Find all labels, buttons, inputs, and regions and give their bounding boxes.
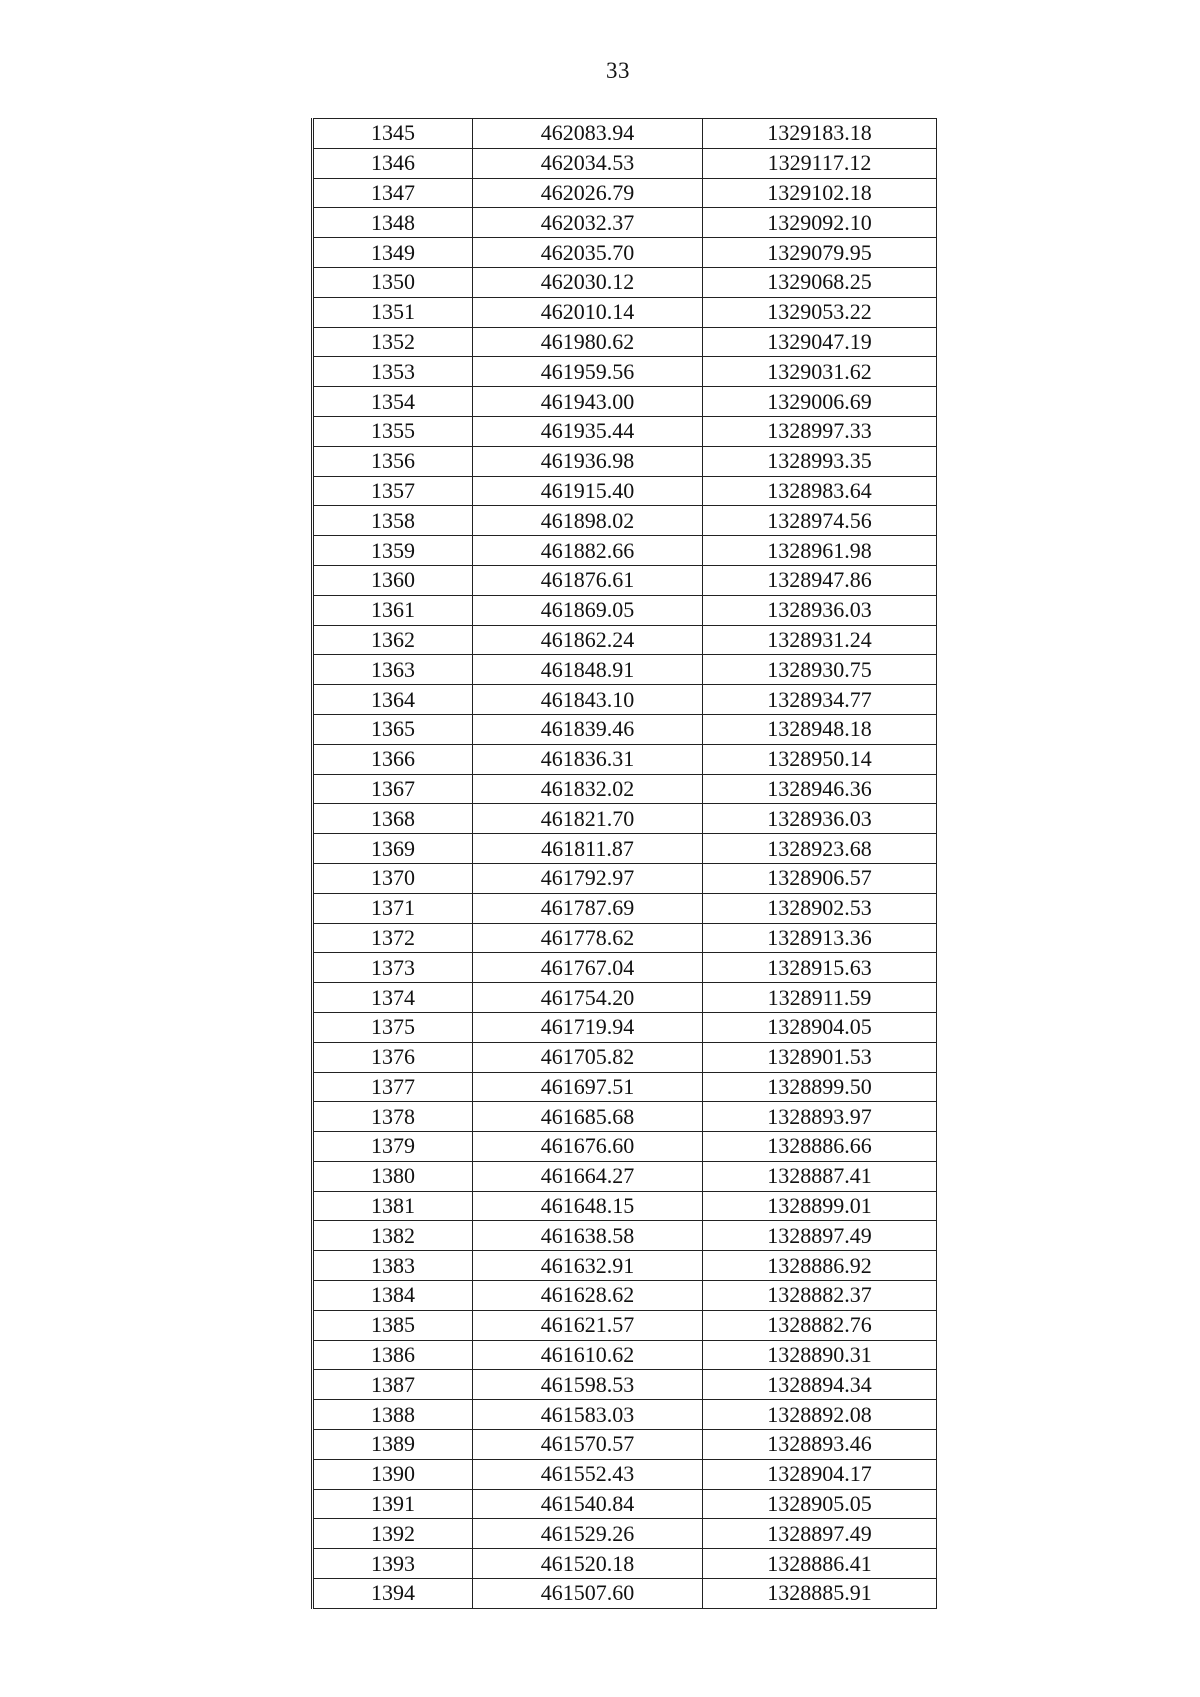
point-number-cell: 1351 <box>313 297 473 327</box>
y-coordinate-cell: 1328901.53 <box>703 1042 937 1072</box>
y-coordinate-cell: 1328904.05 <box>703 1012 937 1042</box>
point-number-cell: 1375 <box>313 1012 473 1042</box>
x-coordinate-cell: 461598.53 <box>473 1370 703 1400</box>
x-coordinate-cell: 461529.26 <box>473 1519 703 1549</box>
point-number-cell: 1361 <box>313 595 473 625</box>
x-coordinate-cell: 461719.94 <box>473 1012 703 1042</box>
y-coordinate-cell: 1328904.17 <box>703 1459 937 1489</box>
y-coordinate-cell: 1328897.49 <box>703 1221 937 1251</box>
x-coordinate-cell: 462035.70 <box>473 238 703 268</box>
point-number-cell: 1355 <box>313 416 473 446</box>
point-number-cell: 1345 <box>313 119 473 149</box>
table-row <box>313 1430 937 1460</box>
table-row <box>313 327 937 357</box>
table-row <box>313 1549 937 1579</box>
x-coordinate-cell: 462010.14 <box>473 297 703 327</box>
table-row <box>313 1012 937 1042</box>
point-number-cell: 1394 <box>313 1579 473 1609</box>
y-coordinate-cell: 1328885.91 <box>703 1579 937 1609</box>
table-row <box>313 536 937 566</box>
table-row <box>313 595 937 625</box>
table-row <box>313 1340 937 1370</box>
x-coordinate-cell: 461787.69 <box>473 893 703 923</box>
y-coordinate-cell: 1328923.68 <box>703 834 937 864</box>
point-number-cell: 1366 <box>313 744 473 774</box>
x-coordinate-cell: 461767.04 <box>473 953 703 983</box>
point-number-cell: 1376 <box>313 1042 473 1072</box>
point-number-cell: 1393 <box>313 1549 473 1579</box>
y-coordinate-cell: 1328905.05 <box>703 1489 937 1519</box>
point-number-cell: 1385 <box>313 1310 473 1340</box>
x-coordinate-cell: 461705.82 <box>473 1042 703 1072</box>
point-number-cell: 1357 <box>313 476 473 506</box>
table-row <box>313 416 937 446</box>
table-row <box>313 119 937 149</box>
y-coordinate-cell: 1329183.18 <box>703 119 937 149</box>
x-coordinate-cell: 462030.12 <box>473 267 703 297</box>
table-row <box>313 1132 937 1162</box>
y-coordinate-cell: 1328899.01 <box>703 1191 937 1221</box>
point-number-cell: 1372 <box>313 923 473 953</box>
point-number-cell: 1384 <box>313 1281 473 1311</box>
x-coordinate-cell: 461915.40 <box>473 476 703 506</box>
point-number-cell: 1391 <box>313 1489 473 1519</box>
coordinates-table-body <box>313 119 937 1609</box>
point-number-cell: 1353 <box>313 357 473 387</box>
table-row <box>313 714 937 744</box>
table-row <box>313 923 937 953</box>
point-number-cell: 1359 <box>313 536 473 566</box>
table-row <box>313 834 937 864</box>
y-coordinate-cell: 1328936.03 <box>703 595 937 625</box>
y-coordinate-cell: 1328906.57 <box>703 863 937 893</box>
point-number-cell: 1380 <box>313 1161 473 1191</box>
point-number-cell: 1370 <box>313 863 473 893</box>
point-number-cell: 1350 <box>313 267 473 297</box>
x-coordinate-cell: 461848.91 <box>473 655 703 685</box>
point-number-cell: 1383 <box>313 1251 473 1281</box>
point-number-cell: 1347 <box>313 178 473 208</box>
y-coordinate-cell: 1328886.41 <box>703 1549 937 1579</box>
x-coordinate-cell: 462083.94 <box>473 119 703 149</box>
table-row <box>313 1281 937 1311</box>
point-number-cell: 1386 <box>313 1340 473 1370</box>
y-coordinate-cell: 1329102.18 <box>703 178 937 208</box>
table-row <box>313 476 937 506</box>
y-coordinate-cell: 1328950.14 <box>703 744 937 774</box>
y-coordinate-cell: 1328936.03 <box>703 804 937 834</box>
point-number-cell: 1387 <box>313 1370 473 1400</box>
table-row <box>313 1102 937 1132</box>
x-coordinate-cell: 461839.46 <box>473 714 703 744</box>
point-number-cell: 1378 <box>313 1102 473 1132</box>
y-coordinate-cell: 1329092.10 <box>703 208 937 238</box>
y-coordinate-cell: 1328915.63 <box>703 953 937 983</box>
x-coordinate-cell: 462032.37 <box>473 208 703 238</box>
table-row <box>313 983 937 1013</box>
y-coordinate-cell: 1328993.35 <box>703 446 937 476</box>
x-coordinate-cell: 461583.03 <box>473 1400 703 1430</box>
table-row <box>313 1221 937 1251</box>
y-coordinate-cell: 1328892.08 <box>703 1400 937 1430</box>
table-row <box>313 863 937 893</box>
table-row <box>313 267 937 297</box>
point-number-cell: 1346 <box>313 148 473 178</box>
y-coordinate-cell: 1328946.36 <box>703 774 937 804</box>
point-number-cell: 1369 <box>313 834 473 864</box>
table-row <box>313 1191 937 1221</box>
y-coordinate-cell: 1328911.59 <box>703 983 937 1013</box>
y-coordinate-cell: 1329117.12 <box>703 148 937 178</box>
table-row <box>313 238 937 268</box>
x-coordinate-cell: 461540.84 <box>473 1489 703 1519</box>
x-coordinate-cell: 461697.51 <box>473 1072 703 1102</box>
x-coordinate-cell: 461621.57 <box>473 1310 703 1340</box>
table-row <box>313 953 937 983</box>
x-coordinate-cell: 462034.53 <box>473 148 703 178</box>
point-number-cell: 1363 <box>313 655 473 685</box>
x-coordinate-cell: 461935.44 <box>473 416 703 446</box>
y-coordinate-cell: 1328948.18 <box>703 714 937 744</box>
x-coordinate-cell: 461821.70 <box>473 804 703 834</box>
y-coordinate-cell: 1328890.31 <box>703 1340 937 1370</box>
y-coordinate-cell: 1328947.86 <box>703 565 937 595</box>
x-coordinate-cell: 461869.05 <box>473 595 703 625</box>
x-coordinate-cell: 461843.10 <box>473 685 703 715</box>
y-coordinate-cell: 1328913.36 <box>703 923 937 953</box>
table-row <box>313 625 937 655</box>
point-number-cell: 1388 <box>313 1400 473 1430</box>
table-row <box>313 1161 937 1191</box>
point-number-cell: 1377 <box>313 1072 473 1102</box>
x-coordinate-cell: 461836.31 <box>473 744 703 774</box>
y-coordinate-cell: 1329006.69 <box>703 387 937 417</box>
table-row <box>313 297 937 327</box>
table-row <box>313 1489 937 1519</box>
x-coordinate-cell: 461959.56 <box>473 357 703 387</box>
y-coordinate-cell: 1329053.22 <box>703 297 937 327</box>
y-coordinate-cell: 1328882.76 <box>703 1310 937 1340</box>
y-coordinate-cell: 1328930.75 <box>703 655 937 685</box>
point-number-cell: 1382 <box>313 1221 473 1251</box>
y-coordinate-cell: 1328902.53 <box>703 893 937 923</box>
y-coordinate-cell: 1328961.98 <box>703 536 937 566</box>
x-coordinate-cell: 461507.60 <box>473 1579 703 1609</box>
table-row <box>313 1310 937 1340</box>
x-coordinate-cell: 461685.68 <box>473 1102 703 1132</box>
point-number-cell: 1352 <box>313 327 473 357</box>
y-coordinate-cell: 1329068.25 <box>703 267 937 297</box>
x-coordinate-cell: 461552.43 <box>473 1459 703 1489</box>
table-row <box>313 208 937 238</box>
table-row <box>313 506 937 536</box>
y-coordinate-cell: 1328934.77 <box>703 685 937 715</box>
table-row <box>313 744 937 774</box>
point-number-cell: 1368 <box>313 804 473 834</box>
point-number-cell: 1389 <box>313 1430 473 1460</box>
x-coordinate-cell: 461832.02 <box>473 774 703 804</box>
table-row <box>313 387 937 417</box>
x-coordinate-cell: 461520.18 <box>473 1549 703 1579</box>
y-coordinate-cell: 1328931.24 <box>703 625 937 655</box>
x-coordinate-cell: 461811.87 <box>473 834 703 864</box>
x-coordinate-cell: 461754.20 <box>473 983 703 1013</box>
point-number-cell: 1356 <box>313 446 473 476</box>
table-row <box>313 1579 937 1609</box>
point-number-cell: 1392 <box>313 1519 473 1549</box>
y-coordinate-cell: 1328983.64 <box>703 476 937 506</box>
x-coordinate-cell: 461610.62 <box>473 1340 703 1370</box>
table-row <box>313 148 937 178</box>
x-coordinate-cell: 461862.24 <box>473 625 703 655</box>
y-coordinate-cell: 1328997.33 <box>703 416 937 446</box>
point-number-cell: 1354 <box>313 387 473 417</box>
x-coordinate-cell: 461980.62 <box>473 327 703 357</box>
table-row <box>313 1042 937 1072</box>
y-coordinate-cell: 1328893.97 <box>703 1102 937 1132</box>
point-number-cell: 1381 <box>313 1191 473 1221</box>
point-number-cell: 1348 <box>313 208 473 238</box>
point-number-cell: 1364 <box>313 685 473 715</box>
table-row <box>313 893 937 923</box>
table-row <box>313 774 937 804</box>
y-coordinate-cell: 1328887.41 <box>703 1161 937 1191</box>
x-coordinate-cell: 461638.58 <box>473 1221 703 1251</box>
x-coordinate-cell: 461876.61 <box>473 565 703 595</box>
x-coordinate-cell: 461570.57 <box>473 1430 703 1460</box>
x-coordinate-cell: 461898.02 <box>473 506 703 536</box>
y-coordinate-cell: 1329079.95 <box>703 238 937 268</box>
point-number-cell: 1379 <box>313 1132 473 1162</box>
y-coordinate-cell: 1329031.62 <box>703 357 937 387</box>
x-coordinate-cell: 461943.00 <box>473 387 703 417</box>
x-coordinate-cell: 461792.97 <box>473 863 703 893</box>
coordinates-table <box>311 118 937 1609</box>
table-row <box>313 1370 937 1400</box>
x-coordinate-cell: 461628.62 <box>473 1281 703 1311</box>
point-number-cell: 1371 <box>313 893 473 923</box>
x-coordinate-cell: 461648.15 <box>473 1191 703 1221</box>
table-row <box>313 1251 937 1281</box>
point-number-cell: 1374 <box>313 983 473 1013</box>
x-coordinate-cell: 461664.27 <box>473 1161 703 1191</box>
y-coordinate-cell: 1328894.34 <box>703 1370 937 1400</box>
x-coordinate-cell: 461632.91 <box>473 1251 703 1281</box>
point-number-cell: 1390 <box>313 1459 473 1489</box>
y-coordinate-cell: 1328899.50 <box>703 1072 937 1102</box>
y-coordinate-cell: 1328886.92 <box>703 1251 937 1281</box>
table-row <box>313 685 937 715</box>
y-coordinate-cell: 1328886.66 <box>703 1132 937 1162</box>
table-row <box>313 565 937 595</box>
y-coordinate-cell: 1328897.49 <box>703 1519 937 1549</box>
point-number-cell: 1360 <box>313 565 473 595</box>
point-number-cell: 1365 <box>313 714 473 744</box>
x-coordinate-cell: 461936.98 <box>473 446 703 476</box>
y-coordinate-cell: 1328974.56 <box>703 506 937 536</box>
point-number-cell: 1373 <box>313 953 473 983</box>
point-number-cell: 1362 <box>313 625 473 655</box>
table-row <box>313 1072 937 1102</box>
table-row <box>313 178 937 208</box>
point-number-cell: 1367 <box>313 774 473 804</box>
y-coordinate-cell: 1328882.37 <box>703 1281 937 1311</box>
y-coordinate-cell: 1328893.46 <box>703 1430 937 1460</box>
table-row <box>313 1400 937 1430</box>
table-row <box>313 804 937 834</box>
point-number-cell: 1349 <box>313 238 473 268</box>
table-row <box>313 1519 937 1549</box>
table-row <box>313 357 937 387</box>
table-row <box>313 655 937 685</box>
point-number-cell: 1358 <box>313 506 473 536</box>
table-row <box>313 446 937 476</box>
y-coordinate-cell: 1329047.19 <box>703 327 937 357</box>
x-coordinate-cell: 461676.60 <box>473 1132 703 1162</box>
x-coordinate-cell: 461882.66 <box>473 536 703 566</box>
page-number: 33 <box>606 58 630 83</box>
table-row <box>313 1459 937 1489</box>
x-coordinate-cell: 462026.79 <box>473 178 703 208</box>
x-coordinate-cell: 461778.62 <box>473 923 703 953</box>
